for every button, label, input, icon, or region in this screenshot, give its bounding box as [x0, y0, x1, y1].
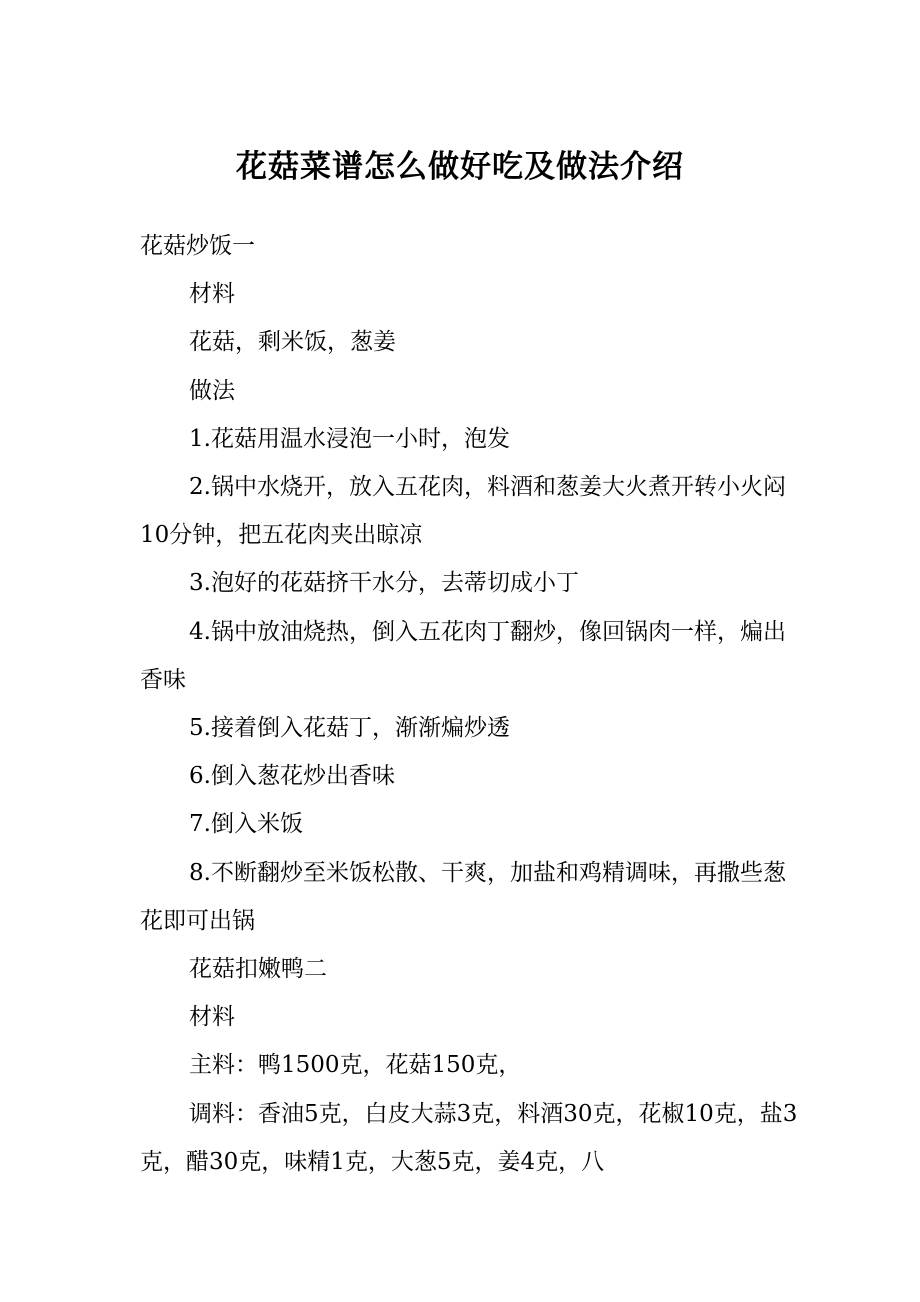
paragraph: 主料：鸭1500克，花菇150克，	[189, 1052, 522, 1079]
section-heading: 花菇扣嫩鸭二	[189, 956, 327, 983]
paragraph: 材料	[189, 1004, 235, 1031]
paragraph: 做法	[189, 377, 235, 404]
paragraph: 调料：香油5克，白皮大蒜3克，料酒30克，花椒10克，盐3克，醋30克，味精1克，大葱5克，姜4克，八	[140, 1100, 798, 1175]
paragraph: 6.倒入葱花炒出香味	[189, 763, 395, 790]
paragraph: 5.接着倒入花菇丁，渐渐煸炒透	[189, 715, 510, 742]
paragraph: 3.泡好的花菇挤干水分，去蒂切成小丁	[189, 570, 579, 597]
document-title: 花菇菜谱怎么做好吃及做法介绍	[236, 149, 684, 185]
paragraph: 7.倒入米饭	[189, 811, 303, 838]
section-heading: 花菇炒饭一	[140, 233, 255, 259]
document-body	[140, 222, 800, 1186]
paragraph: 4.锅中放油烧热，倒入五花肉丁翻炒，像回锅肉一样，煸出香味	[140, 618, 786, 693]
paragraph: 花菇，剩米饭，葱姜	[189, 329, 396, 356]
paragraph: 8.不断翻炒至米饭松散、干爽，加盐和鸡精调味，再撒些葱花即可出锅	[140, 859, 786, 934]
paragraph: 2.锅中水烧开，放入五花肉，料酒和葱姜大火煮开转小火闷10分钟，把五花肉夹出晾凉	[140, 474, 786, 549]
paragraph: 1.花菇用温水浸泡一小时，泡发	[189, 425, 510, 452]
paragraph: 材料	[189, 281, 235, 308]
